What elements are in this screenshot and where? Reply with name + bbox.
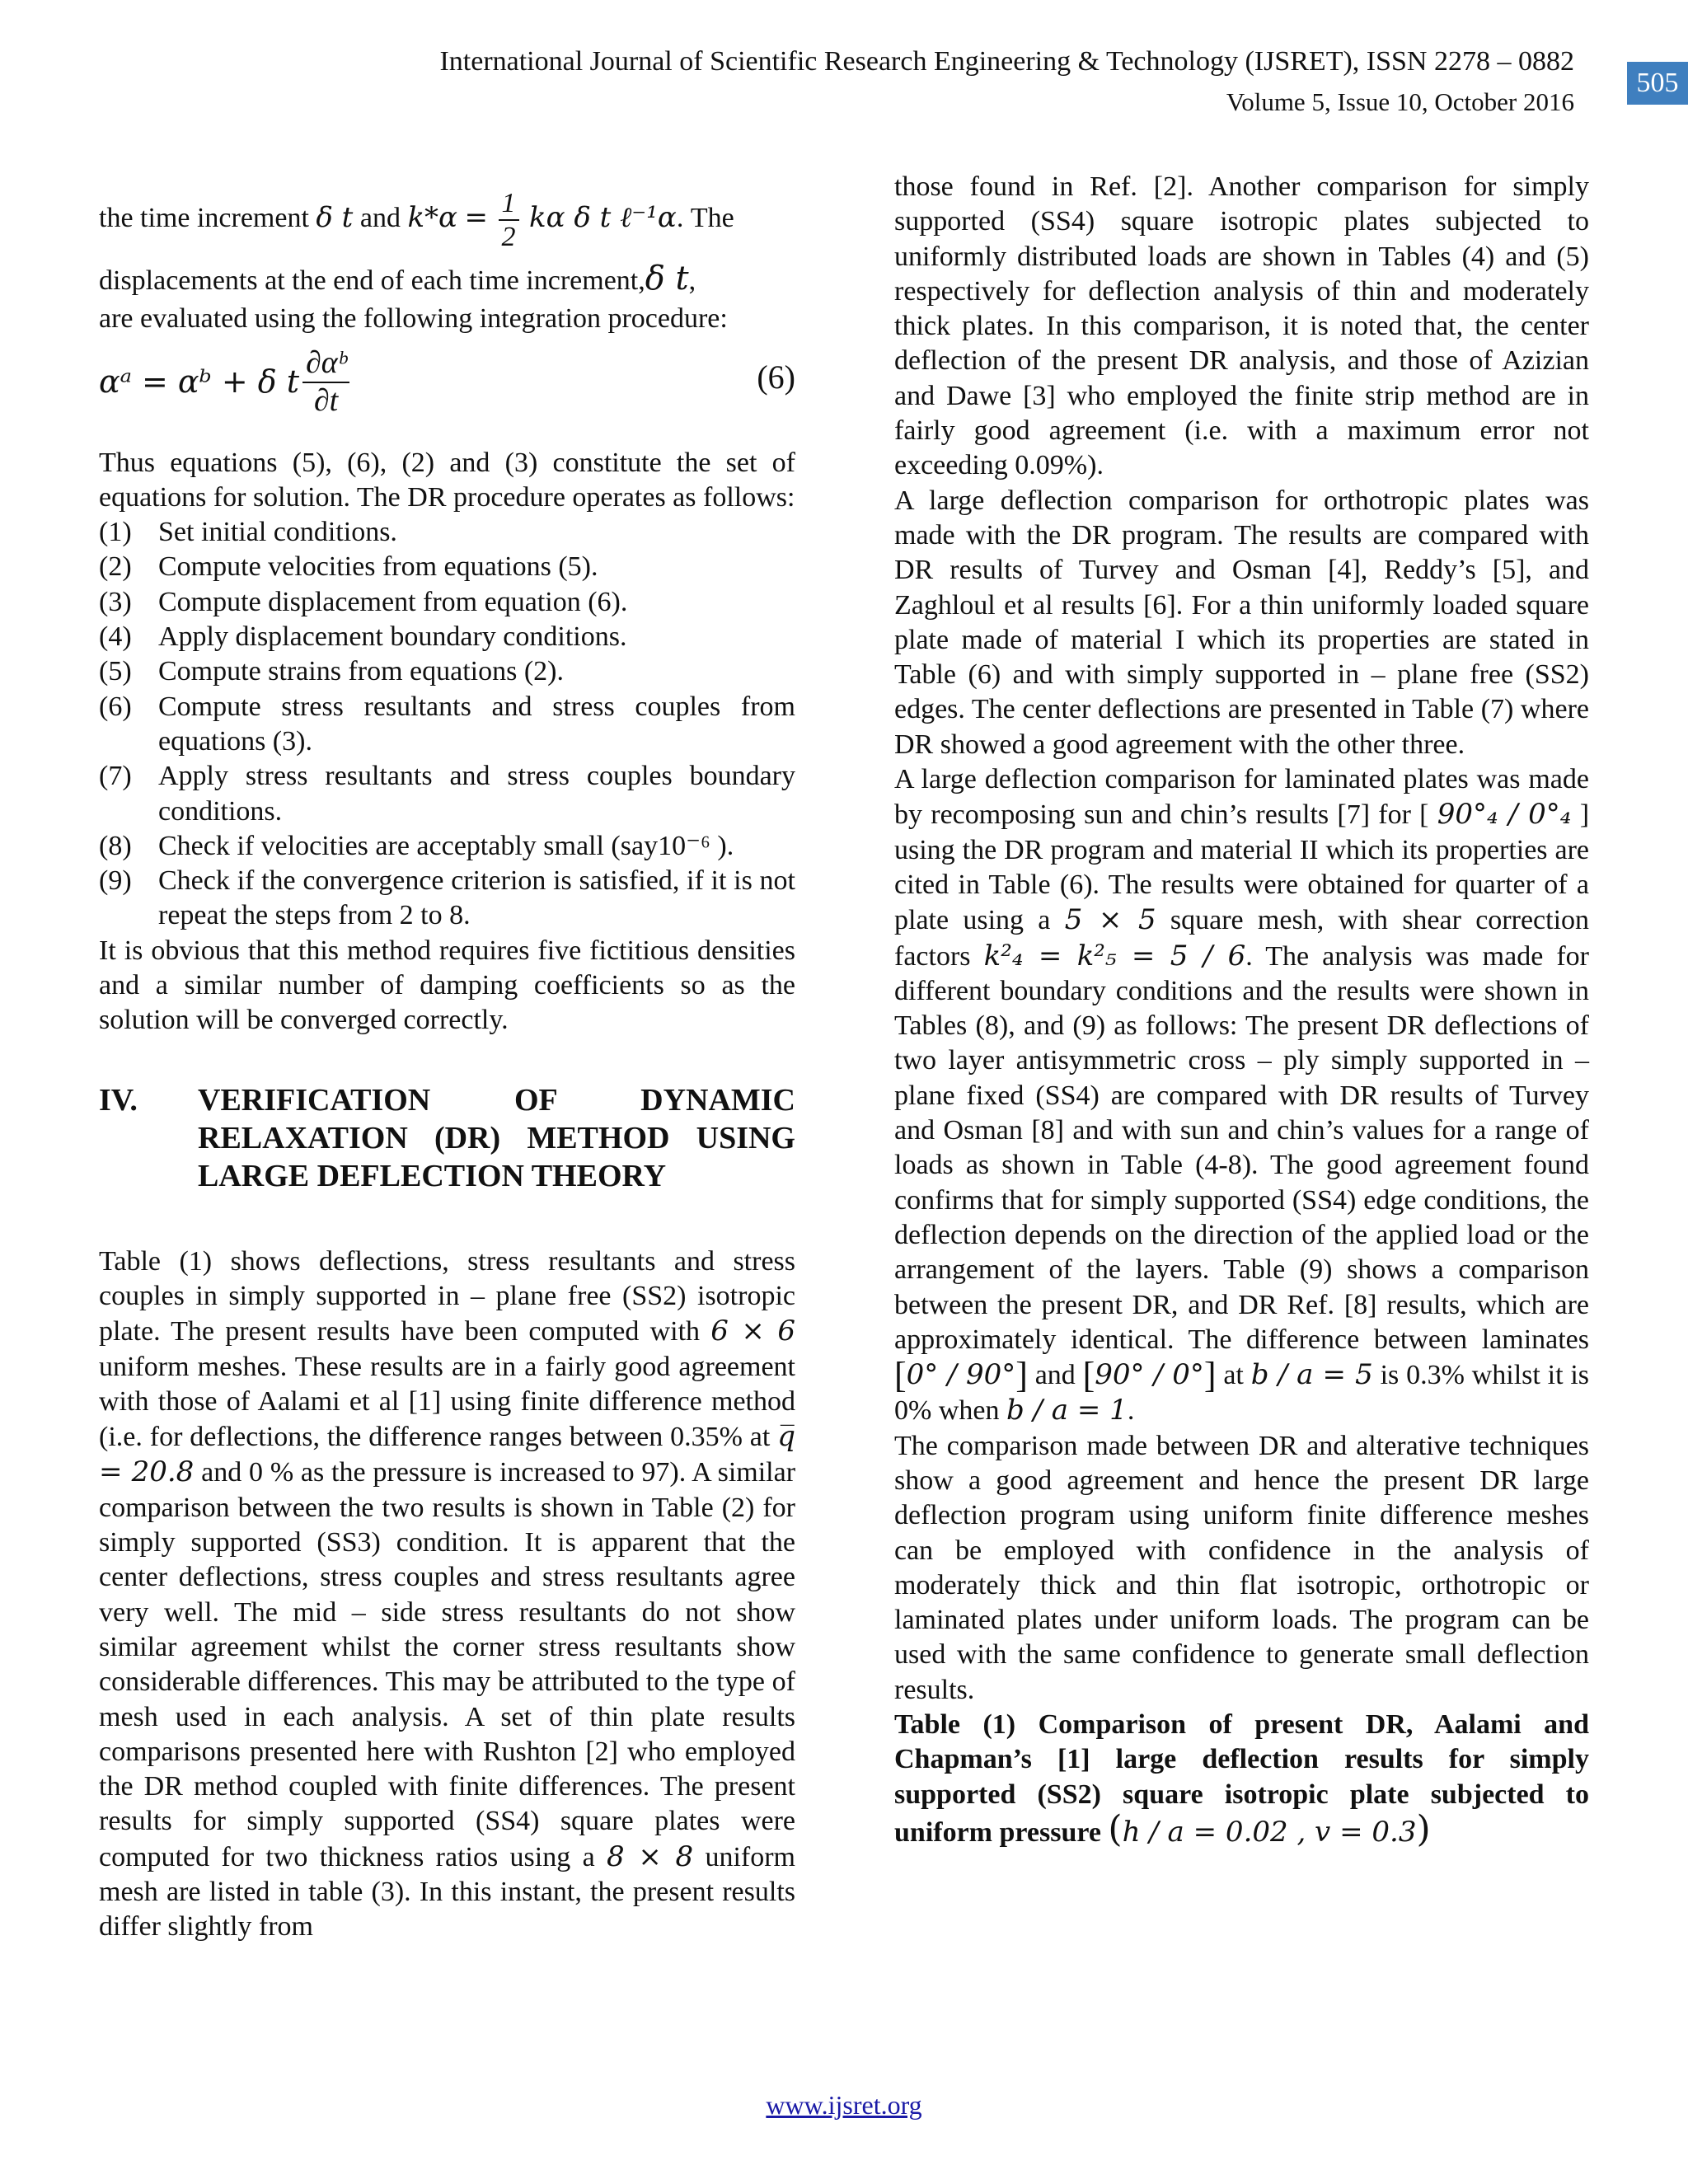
time-increment-line: the time increment δ t and k*α = $\frac{1}{2}$ kα δ t ℓ⁻¹α. The <box>99 188 734 253</box>
list-item: (7) Apply stress resultants and stress couples boundary conditions. <box>99 761 795 827</box>
partial-derivative-fraction: $\frac{\text{∂αᵇ}}{\partial t}$ <box>302 345 349 419</box>
procedure-steps <box>99 515 795 934</box>
laminated-paragraph: A large deflection comparison for laminated plates was made by recomposing sun and chin’s results [7] for [ 90°₄ / 0°₄ ] using the DR program and material II which its properties are cited in Table (6). The results were obtained for quarter of a plate using a 5 × 5 square mesh, with shear correction factors k²₄ = k²₅ = 5 / 6. The analysis was made for different boundary conditions and the results were shown in Tables (8), and (9) as follows: The present DR deflections of two layer antisymmetric cross – ply simply supported in – plane fixed (SS4) are compared with DR results of Turvey and Osman [8] and with sun and chin’s values for a range of loads as shown in Table (4-8). The good agreement found confirms that for simply supported (SS4) edge conditions, the deflection depends on the direction of the applied load or the arrangement of the layers. Table (9) shows a comparison between the present DR, and DR Ref. [8] results, which are approximately identical. The difference between laminates [0° / 90°] and [90° / 0°] at b / a = 5 is 0.3% whilst it is 0% when b / a = 1. <box>894 764 1590 1427</box>
laminate-0-90: 0° / 90° <box>906 1358 1016 1392</box>
list-item: (2) Compute velocities from equations (5). <box>99 551 598 583</box>
section-heading: IV. VERIFICATION OF DYNAMIC RELAXATION (DR) METHOD USING LARGE DEFLECTION THEORY <box>99 1082 795 1193</box>
list-item: (6) Compute stress resultants and stress couples from equations (3). <box>99 691 795 757</box>
page-number: 505 <box>1627 62 1688 105</box>
caption-parameters: (h / a = 0.02 , v = 0.3) <box>1108 1807 1431 1850</box>
equation-number: (6) <box>757 358 795 396</box>
left-column <box>99 185 795 1945</box>
mesh-5x5: 5 × 5 <box>1064 903 1156 937</box>
footer-link[interactable]: www.ijsret.org <box>766 2090 922 2120</box>
displacements-line: displacements at the end of each time increment,δ t, <box>99 260 696 298</box>
q-bar-value: q̅ = 20.8 <box>99 1420 795 1489</box>
mesh-8x8: 8 × 8 <box>607 1840 694 1873</box>
table-1-caption: Table (1) Comparison of present DR, Aalami and Chapman’s [1] large deflection results for simply supported (SS2) square isotropic plate subjected to uniform pressure (h / a = 0.02 , v = 0.3) <box>894 1709 1589 1850</box>
procedure-intro: Thus equations (5), (6), (2) and (3) constitute the set of equations for solution. The DR procedure operates as follows: <box>99 447 795 513</box>
section-number: IV. <box>99 1082 138 1118</box>
shear-correction-factors: k²₄ = k²₅ = 5 / 6 <box>983 939 1246 972</box>
k-star-symbol: k*α <box>407 201 458 234</box>
aspect-ratio-5: b / a = 5 <box>1250 1358 1373 1392</box>
aspect-ratio-1: b / a = 1 <box>1006 1394 1128 1427</box>
list-item: (1) Set initial conditions. <box>99 517 397 548</box>
verification-paragraph: Table (1) shows deflections, stress resultants and stress couples in simply supported in – plane free (SS2) isotropic plate. The present results have been computed with 6 × 6 uniform meshes. These results are in a fairly good agreement with those of Aalami et al [1] using finite difference method (i.e. for deflections, the difference ranges between 0.35% at q̅ = 20.8 and 0 % as the pressure is increased to 97). A similar comparison between the two results is shown in Table (2) for simply supported (SS3) condition. It is apparent that the center deflections, stress couples and stress resultants agree very well. The mid – side stress resultants do not show similar agreement whilst the corner stress resultants show considerable differences. This may be attributed to the type of mesh used in each analysis. A set of thin plate results comparisons presented here with Rushton [2] who employed the DR method coupled with finite differences. The present results for simply supported (SS4) square plates were computed for two thickness ratios using a 8 × 8 uniform mesh are listed in table (3). In this instant, the present results differ slightly from <box>99 1245 796 1943</box>
volume-issue: Volume 5, Issue 10, October 2016 <box>1226 87 1574 116</box>
laminate-layup: 90°₄ / 0°₄ <box>1437 798 1572 832</box>
journal-header: International Journal of Scientific Research Engineering & Technology (IJSRET), ISSN 2278 – 0882 <box>439 46 1574 77</box>
fictitious-densities-paragraph: It is obvious that this method requires five fictitious densities and a similar number of damping coefficients so as the solution will be converged correctly. <box>99 935 795 1036</box>
integration-intro: are evaluated using the following integration procedure: <box>99 303 728 335</box>
delta-t-symbol: δ t <box>316 201 354 234</box>
mesh-6x6: 6 × 6 <box>710 1315 796 1348</box>
orthotropic-paragraph: A large deflection comparison for orthotropic plates was made with the DR program. The results are compared with DR results of Turvey and Osman [4], Reddy’s [5], and Zaghloul et al results [6]. For a thin uniformly loaded square plate made of material I which its properties are stated in Table (6) and with simply supported in – plane free (SS2) edges. The center deflections are presented in Table (7) where DR showed a good agreement with the other three. <box>894 485 1589 760</box>
list-item: (9) Check if the convergence criterion is satisfied, if it is not repeat the steps from 2 to 8. <box>99 865 795 931</box>
ss4-comparison-paragraph: those found in Ref. [2]. Another comparison for simply supported (SS4) square isotropic plates subjected to uniformly distributed loads are shown in Tables (4) and (5) respectively for deflection analysis of thin and moderately thick plates. In this comparison, it is noted that, the center deflection of the present DR analysis, and those of Azizian and Dawe [3] who employed the finite strip method are in fairly good agreement (i.e. with a maximum error not exceeding 0.09%). <box>894 171 1589 481</box>
conclusion-paragraph: The comparison made between DR and alterative techniques show a good agreement and hence the present DR large deflection program using uniform finite difference meshes can be employed with confidence in the analysis of moderately thick and thin flat isotropic, orthotropic or laminated plates under uniform loads. The program can be used with the same confidence to generate small deflection results. <box>894 1430 1589 1705</box>
list-item: (5) Compute strains from equations (2). <box>99 656 564 687</box>
list-item: (4) Apply displacement boundary conditions. <box>99 621 627 653</box>
list-item: (3) Compute displacement from equation (6). <box>99 586 628 617</box>
one-half-fraction: $\frac{1}{2}$ <box>499 187 519 253</box>
equation-6: αᵃ = αᵇ + δ t $\frac{\text{∂αᵇ}}{\partial t}$ (6) <box>99 344 795 418</box>
laminate-90-0: 90° / 0° <box>1095 1358 1204 1392</box>
right-column <box>894 170 1589 1850</box>
list-item: (8) Check if velocities are acceptably small (say10⁻⁶ ). <box>99 830 734 861</box>
